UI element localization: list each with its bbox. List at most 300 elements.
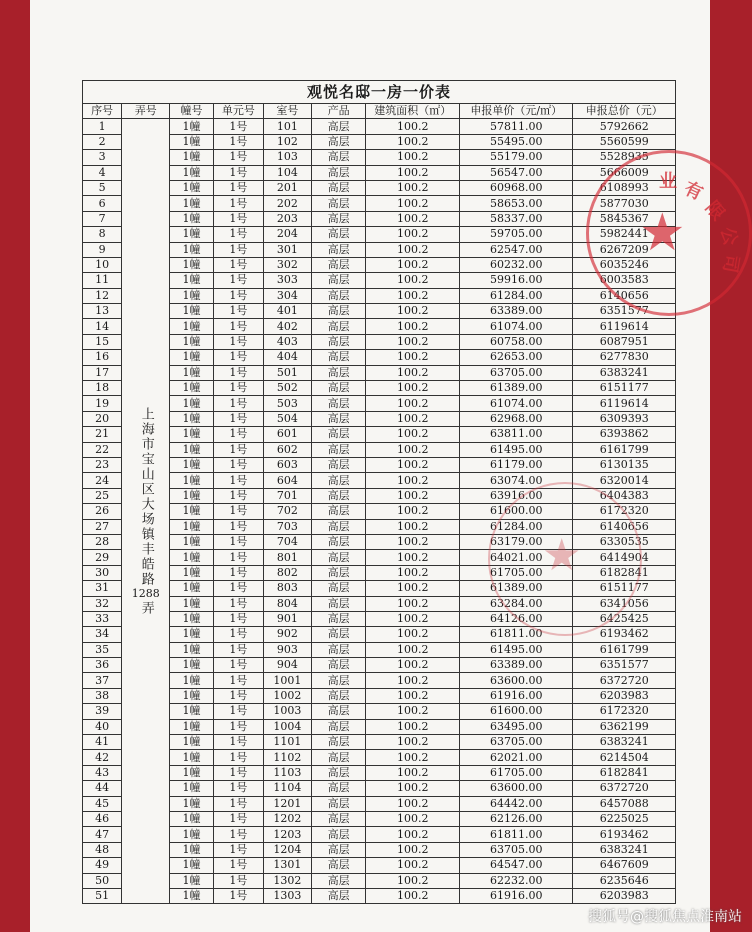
cell-room: 302 bbox=[263, 257, 311, 272]
cell-unit: 1号 bbox=[213, 365, 263, 380]
cell-room: 802 bbox=[263, 565, 311, 580]
table-row bbox=[83, 750, 676, 765]
cell-no: 10 bbox=[83, 257, 122, 272]
cell-room: 1001 bbox=[263, 673, 311, 688]
cell-area: 100.2 bbox=[366, 350, 460, 365]
table-title-row bbox=[83, 81, 676, 104]
cell-total-price: 6267209 bbox=[573, 242, 676, 257]
table-row bbox=[83, 888, 676, 903]
cell-unit-price: 61600.00 bbox=[460, 704, 573, 719]
table-row bbox=[83, 196, 676, 211]
cell-product: 高层 bbox=[311, 211, 366, 226]
cell-area: 100.2 bbox=[366, 611, 460, 626]
cell-area: 100.2 bbox=[366, 288, 460, 303]
cell-total-price: 6225025 bbox=[573, 811, 676, 826]
cell-total-price: 6161799 bbox=[573, 442, 676, 457]
cell-unit-price: 63284.00 bbox=[460, 596, 573, 611]
cell-unit: 1号 bbox=[213, 381, 263, 396]
cell-room: 603 bbox=[263, 457, 311, 472]
cell-product: 高层 bbox=[311, 288, 366, 303]
cell-product: 高层 bbox=[311, 350, 366, 365]
cell-total-price: 6203983 bbox=[573, 888, 676, 903]
cell-unit: 1号 bbox=[213, 304, 263, 319]
cell-building: 1幢 bbox=[170, 873, 214, 888]
cell-room: 601 bbox=[263, 427, 311, 442]
cell-product: 高层 bbox=[311, 873, 366, 888]
cell-unit-price: 64021.00 bbox=[460, 550, 573, 565]
cell-unit-price: 63705.00 bbox=[460, 735, 573, 750]
table-row bbox=[83, 319, 676, 334]
cell-area: 100.2 bbox=[366, 858, 460, 873]
cell-building: 1幢 bbox=[170, 165, 214, 180]
cell-area: 100.2 bbox=[366, 827, 460, 842]
table-row bbox=[83, 150, 676, 165]
cell-building: 1幢 bbox=[170, 642, 214, 657]
cell-no: 37 bbox=[83, 673, 122, 688]
cell-room: 904 bbox=[263, 658, 311, 673]
cell-product: 高层 bbox=[311, 735, 366, 750]
cell-building: 1幢 bbox=[170, 334, 214, 349]
header-product: 产品 bbox=[311, 104, 366, 119]
header-building: 幢号 bbox=[170, 104, 214, 119]
cell-no: 30 bbox=[83, 565, 122, 580]
price-table bbox=[82, 80, 676, 904]
cell-no: 43 bbox=[83, 765, 122, 780]
cell-area: 100.2 bbox=[366, 473, 460, 488]
cell-unit-price: 63916.00 bbox=[460, 488, 573, 503]
cell-unit: 1号 bbox=[213, 842, 263, 857]
cell-area: 100.2 bbox=[366, 888, 460, 903]
cell-unit-price: 63389.00 bbox=[460, 658, 573, 673]
cell-no: 25 bbox=[83, 488, 122, 503]
cell-building: 1幢 bbox=[170, 627, 214, 642]
cell-no: 22 bbox=[83, 442, 122, 457]
cell-no: 44 bbox=[83, 781, 122, 796]
table-row bbox=[83, 396, 676, 411]
cell-unit: 1号 bbox=[213, 165, 263, 180]
cell-product: 高层 bbox=[311, 858, 366, 873]
header-no: 序号 bbox=[83, 104, 122, 119]
cell-unit-price: 62653.00 bbox=[460, 350, 573, 365]
seal-char: 公 bbox=[716, 224, 742, 248]
cell-area: 100.2 bbox=[366, 457, 460, 472]
cell-unit-price: 57811.00 bbox=[460, 119, 573, 134]
cell-building: 1幢 bbox=[170, 427, 214, 442]
cell-total-price: 6235646 bbox=[573, 873, 676, 888]
cell-total-price: 6320014 bbox=[573, 473, 676, 488]
seal-star-icon: ★ bbox=[639, 203, 686, 263]
address-text: 上海市宝山区大场镇丰皓路 bbox=[138, 406, 154, 587]
cell-building: 1幢 bbox=[170, 781, 214, 796]
header-lane: 弄号 bbox=[122, 104, 170, 119]
cell-area: 100.2 bbox=[366, 304, 460, 319]
cell-no: 12 bbox=[83, 288, 122, 303]
cell-building: 1幢 bbox=[170, 242, 214, 257]
cell-area: 100.2 bbox=[366, 873, 460, 888]
cell-total-price: 6362199 bbox=[573, 719, 676, 734]
table-title: 观悦名邸一房一价表 bbox=[83, 81, 676, 104]
cell-unit-price: 61705.00 bbox=[460, 565, 573, 580]
cell-total-price: 6119614 bbox=[573, 396, 676, 411]
cell-no: 20 bbox=[83, 411, 122, 426]
cell-no: 2 bbox=[83, 134, 122, 149]
cell-no: 21 bbox=[83, 427, 122, 442]
cell-no: 1 bbox=[83, 119, 122, 134]
cell-area: 100.2 bbox=[366, 842, 460, 857]
cell-unit-price: 59916.00 bbox=[460, 273, 573, 288]
table-row bbox=[83, 735, 676, 750]
cell-unit-price: 61811.00 bbox=[460, 627, 573, 642]
cell-building: 1幢 bbox=[170, 673, 214, 688]
cell-total-price: 5792662 bbox=[573, 119, 676, 134]
cell-unit-price: 60968.00 bbox=[460, 180, 573, 195]
cell-unit: 1号 bbox=[213, 488, 263, 503]
table-row bbox=[83, 565, 676, 580]
cell-total-price: 6372720 bbox=[573, 673, 676, 688]
cell-product: 高层 bbox=[311, 811, 366, 826]
cell-total-price: 6383241 bbox=[573, 735, 676, 750]
cell-product: 高层 bbox=[311, 688, 366, 703]
cell-area: 100.2 bbox=[366, 165, 460, 180]
table-row bbox=[83, 596, 676, 611]
cell-unit: 1号 bbox=[213, 288, 263, 303]
cell-product: 高层 bbox=[311, 381, 366, 396]
cell-unit: 1号 bbox=[213, 473, 263, 488]
cell-room: 801 bbox=[263, 550, 311, 565]
cell-no: 39 bbox=[83, 704, 122, 719]
cell-building: 1幢 bbox=[170, 411, 214, 426]
table-row bbox=[83, 704, 676, 719]
cell-area: 100.2 bbox=[366, 211, 460, 226]
table-row bbox=[83, 658, 676, 673]
cell-unit: 1号 bbox=[213, 550, 263, 565]
cell-no: 13 bbox=[83, 304, 122, 319]
cell-room: 1203 bbox=[263, 827, 311, 842]
cell-product: 高层 bbox=[311, 488, 366, 503]
cell-unit-price: 61284.00 bbox=[460, 519, 573, 534]
cell-product: 高层 bbox=[311, 765, 366, 780]
cell-product: 高层 bbox=[311, 750, 366, 765]
cell-building: 1幢 bbox=[170, 442, 214, 457]
cell-area: 100.2 bbox=[366, 596, 460, 611]
seal-char: 限 bbox=[701, 197, 729, 225]
cell-no: 34 bbox=[83, 627, 122, 642]
cell-no: 29 bbox=[83, 550, 122, 565]
cell-unit-price: 58653.00 bbox=[460, 196, 573, 211]
cell-total-price: 5877030 bbox=[573, 196, 676, 211]
cell-area: 100.2 bbox=[366, 704, 460, 719]
cell-product: 高层 bbox=[311, 273, 366, 288]
cell-total-price: 6309393 bbox=[573, 411, 676, 426]
cell-no: 46 bbox=[83, 811, 122, 826]
cell-product: 高层 bbox=[311, 319, 366, 334]
cell-no: 16 bbox=[83, 350, 122, 365]
cell-unit: 1号 bbox=[213, 273, 263, 288]
table-row bbox=[83, 488, 676, 503]
cell-unit-price: 61600.00 bbox=[460, 504, 573, 519]
table-row bbox=[83, 504, 676, 519]
cell-unit-price: 63600.00 bbox=[460, 673, 573, 688]
cell-unit: 1号 bbox=[213, 319, 263, 334]
table-row bbox=[83, 242, 676, 257]
cell-unit: 1号 bbox=[213, 688, 263, 703]
cell-total-price: 6393862 bbox=[573, 427, 676, 442]
cell-building: 1幢 bbox=[170, 811, 214, 826]
cell-total-price: 6108993 bbox=[573, 180, 676, 195]
cell-room: 1003 bbox=[263, 704, 311, 719]
cell-room: 104 bbox=[263, 165, 311, 180]
cell-no: 48 bbox=[83, 842, 122, 857]
cell-room: 1104 bbox=[263, 781, 311, 796]
cell-building: 1幢 bbox=[170, 519, 214, 534]
cell-product: 高层 bbox=[311, 242, 366, 257]
cell-room: 304 bbox=[263, 288, 311, 303]
cell-no: 50 bbox=[83, 873, 122, 888]
cell-area: 100.2 bbox=[366, 196, 460, 211]
cell-unit: 1号 bbox=[213, 719, 263, 734]
cell-room: 1301 bbox=[263, 858, 311, 873]
cell-product: 高层 bbox=[311, 257, 366, 272]
cell-building: 1幢 bbox=[170, 196, 214, 211]
cell-unit: 1号 bbox=[213, 658, 263, 673]
cell-building: 1幢 bbox=[170, 888, 214, 903]
cell-total-price: 6457088 bbox=[573, 796, 676, 811]
cell-product: 高层 bbox=[311, 627, 366, 642]
cell-total-price: 6330535 bbox=[573, 534, 676, 549]
cell-room: 204 bbox=[263, 227, 311, 242]
cell-total-price: 6182841 bbox=[573, 565, 676, 580]
cell-room: 903 bbox=[263, 642, 311, 657]
cell-product: 高层 bbox=[311, 134, 366, 149]
table-row bbox=[83, 550, 676, 565]
cell-unit-price: 61916.00 bbox=[460, 688, 573, 703]
cell-building: 1幢 bbox=[170, 858, 214, 873]
cell-unit: 1号 bbox=[213, 350, 263, 365]
cell-unit: 1号 bbox=[213, 627, 263, 642]
cell-total-price: 6193462 bbox=[573, 627, 676, 642]
cell-no: 19 bbox=[83, 396, 122, 411]
cell-total-price: 6172320 bbox=[573, 504, 676, 519]
cell-building: 1幢 bbox=[170, 211, 214, 226]
cell-unit-price: 63705.00 bbox=[460, 365, 573, 380]
cell-total-price: 6414904 bbox=[573, 550, 676, 565]
cell-building: 1幢 bbox=[170, 565, 214, 580]
cell-room: 103 bbox=[263, 150, 311, 165]
table-row bbox=[83, 211, 676, 226]
cell-total-price: 6372720 bbox=[573, 781, 676, 796]
cell-building: 1幢 bbox=[170, 257, 214, 272]
table-row bbox=[83, 165, 676, 180]
table-row bbox=[83, 842, 676, 857]
cell-unit-price: 62547.00 bbox=[460, 242, 573, 257]
cell-room: 703 bbox=[263, 519, 311, 534]
cell-unit: 1号 bbox=[213, 611, 263, 626]
cell-total-price: 5845367 bbox=[573, 211, 676, 226]
cell-no: 32 bbox=[83, 596, 122, 611]
cell-no: 51 bbox=[83, 888, 122, 903]
cell-total-price: 6161799 bbox=[573, 642, 676, 657]
cell-total-price: 6203983 bbox=[573, 688, 676, 703]
cell-total-price: 6035246 bbox=[573, 257, 676, 272]
cell-unit-price: 62232.00 bbox=[460, 873, 573, 888]
cell-area: 100.2 bbox=[366, 673, 460, 688]
table-row bbox=[83, 781, 676, 796]
cell-unit-price: 64126.00 bbox=[460, 611, 573, 626]
cell-room: 804 bbox=[263, 596, 311, 611]
cell-product: 高层 bbox=[311, 150, 366, 165]
cell-room: 902 bbox=[263, 627, 311, 642]
cell-product: 高层 bbox=[311, 411, 366, 426]
cell-no: 35 bbox=[83, 642, 122, 657]
cell-area: 100.2 bbox=[366, 242, 460, 257]
cell-no: 45 bbox=[83, 796, 122, 811]
cell-product: 高层 bbox=[311, 888, 366, 903]
cell-unit: 1号 bbox=[213, 196, 263, 211]
cell-building: 1幢 bbox=[170, 227, 214, 242]
cell-product: 高层 bbox=[311, 658, 366, 673]
cell-no: 7 bbox=[83, 211, 122, 226]
cell-unit: 1号 bbox=[213, 781, 263, 796]
cell-no: 36 bbox=[83, 658, 122, 673]
cell-area: 100.2 bbox=[366, 227, 460, 242]
table-row bbox=[83, 119, 676, 134]
cell-unit: 1号 bbox=[213, 227, 263, 242]
cell-no: 23 bbox=[83, 457, 122, 472]
cell-room: 102 bbox=[263, 134, 311, 149]
cell-area: 100.2 bbox=[366, 180, 460, 195]
cell-unit-price: 60232.00 bbox=[460, 257, 573, 272]
cell-unit-price: 61705.00 bbox=[460, 765, 573, 780]
cell-unit-price: 63074.00 bbox=[460, 473, 573, 488]
table-row bbox=[83, 365, 676, 380]
cell-total-price: 5528935 bbox=[573, 150, 676, 165]
cell-product: 高层 bbox=[311, 827, 366, 842]
cell-product: 高层 bbox=[311, 781, 366, 796]
cell-unit-price: 63600.00 bbox=[460, 781, 573, 796]
header-unit-price: 申报单价（元/㎡） bbox=[460, 104, 573, 119]
cell-no: 49 bbox=[83, 858, 122, 873]
cell-building: 1幢 bbox=[170, 750, 214, 765]
cell-unit: 1号 bbox=[213, 242, 263, 257]
cell-room: 404 bbox=[263, 350, 311, 365]
cell-unit-price: 55495.00 bbox=[460, 134, 573, 149]
cell-building: 1幢 bbox=[170, 719, 214, 734]
cell-building: 1幢 bbox=[170, 658, 214, 673]
table-row bbox=[83, 858, 676, 873]
cell-building: 1幢 bbox=[170, 488, 214, 503]
cell-unit: 1号 bbox=[213, 442, 263, 457]
table-row bbox=[83, 457, 676, 472]
cell-unit-price: 64547.00 bbox=[460, 858, 573, 873]
table-row bbox=[83, 581, 676, 596]
cell-area: 100.2 bbox=[366, 411, 460, 426]
cell-total-price: 6351577 bbox=[573, 304, 676, 319]
cell-unit: 1号 bbox=[213, 704, 263, 719]
cell-total-price: 6467609 bbox=[573, 858, 676, 873]
cell-area: 100.2 bbox=[366, 319, 460, 334]
table-row bbox=[83, 442, 676, 457]
cell-area: 100.2 bbox=[366, 658, 460, 673]
cell-unit-price: 63811.00 bbox=[460, 427, 573, 442]
table-row bbox=[83, 257, 676, 272]
table-row bbox=[83, 304, 676, 319]
cell-total-price: 5982441 bbox=[573, 227, 676, 242]
cell-room: 502 bbox=[263, 381, 311, 396]
document-page bbox=[30, 0, 743, 932]
cell-product: 高层 bbox=[311, 457, 366, 472]
cell-room: 401 bbox=[263, 304, 311, 319]
cell-building: 1幢 bbox=[170, 827, 214, 842]
cell-total-price: 6003583 bbox=[573, 273, 676, 288]
cell-room: 1303 bbox=[263, 888, 311, 903]
cell-total-price: 6130135 bbox=[573, 457, 676, 472]
cell-building: 1幢 bbox=[170, 119, 214, 134]
cell-building: 1幢 bbox=[170, 581, 214, 596]
cell-unit-price: 61179.00 bbox=[460, 457, 573, 472]
cell-building: 1幢 bbox=[170, 457, 214, 472]
cell-total-price: 6172320 bbox=[573, 704, 676, 719]
cell-unit-price: 61284.00 bbox=[460, 288, 573, 303]
cell-area: 100.2 bbox=[366, 688, 460, 703]
cell-building: 1幢 bbox=[170, 688, 214, 703]
cell-unit-price: 59705.00 bbox=[460, 227, 573, 242]
table-row bbox=[83, 411, 676, 426]
cell-area: 100.2 bbox=[366, 796, 460, 811]
cell-room: 403 bbox=[263, 334, 311, 349]
cell-product: 高层 bbox=[311, 304, 366, 319]
header-unit: 单元号 bbox=[213, 104, 263, 119]
cell-product: 高层 bbox=[311, 427, 366, 442]
cell-total-price: 5666009 bbox=[573, 165, 676, 180]
cell-area: 100.2 bbox=[366, 273, 460, 288]
cell-product: 高层 bbox=[311, 473, 366, 488]
seal-char: 业 bbox=[659, 171, 677, 192]
cell-total-price: 6341056 bbox=[573, 596, 676, 611]
table-row bbox=[83, 611, 676, 626]
cell-no: 40 bbox=[83, 719, 122, 734]
cell-room: 1204 bbox=[263, 842, 311, 857]
cell-area: 100.2 bbox=[366, 134, 460, 149]
cell-room: 203 bbox=[263, 211, 311, 226]
cell-product: 高层 bbox=[311, 519, 366, 534]
cell-unit: 1号 bbox=[213, 334, 263, 349]
table-row bbox=[83, 427, 676, 442]
cell-total-price: 6151177 bbox=[573, 581, 676, 596]
cell-unit: 1号 bbox=[213, 750, 263, 765]
cell-product: 高层 bbox=[311, 611, 366, 626]
table-row bbox=[83, 134, 676, 149]
cell-building: 1幢 bbox=[170, 765, 214, 780]
cell-building: 1幢 bbox=[170, 796, 214, 811]
cell-product: 高层 bbox=[311, 581, 366, 596]
cell-unit-price: 63389.00 bbox=[460, 304, 573, 319]
cell-no: 11 bbox=[83, 273, 122, 288]
cell-unit: 1号 bbox=[213, 796, 263, 811]
cell-area: 100.2 bbox=[366, 627, 460, 642]
cell-total-price: 6351577 bbox=[573, 658, 676, 673]
cell-unit: 1号 bbox=[213, 581, 263, 596]
cell-product: 高层 bbox=[311, 442, 366, 457]
cell-building: 1幢 bbox=[170, 288, 214, 303]
cell-unit: 1号 bbox=[213, 211, 263, 226]
cell-unit-price: 61495.00 bbox=[460, 442, 573, 457]
cell-unit-price: 61074.00 bbox=[460, 396, 573, 411]
cell-unit-price: 63705.00 bbox=[460, 842, 573, 857]
cell-room: 301 bbox=[263, 242, 311, 257]
cell-room: 202 bbox=[263, 196, 311, 211]
table-row bbox=[83, 227, 676, 242]
cell-area: 100.2 bbox=[366, 257, 460, 272]
